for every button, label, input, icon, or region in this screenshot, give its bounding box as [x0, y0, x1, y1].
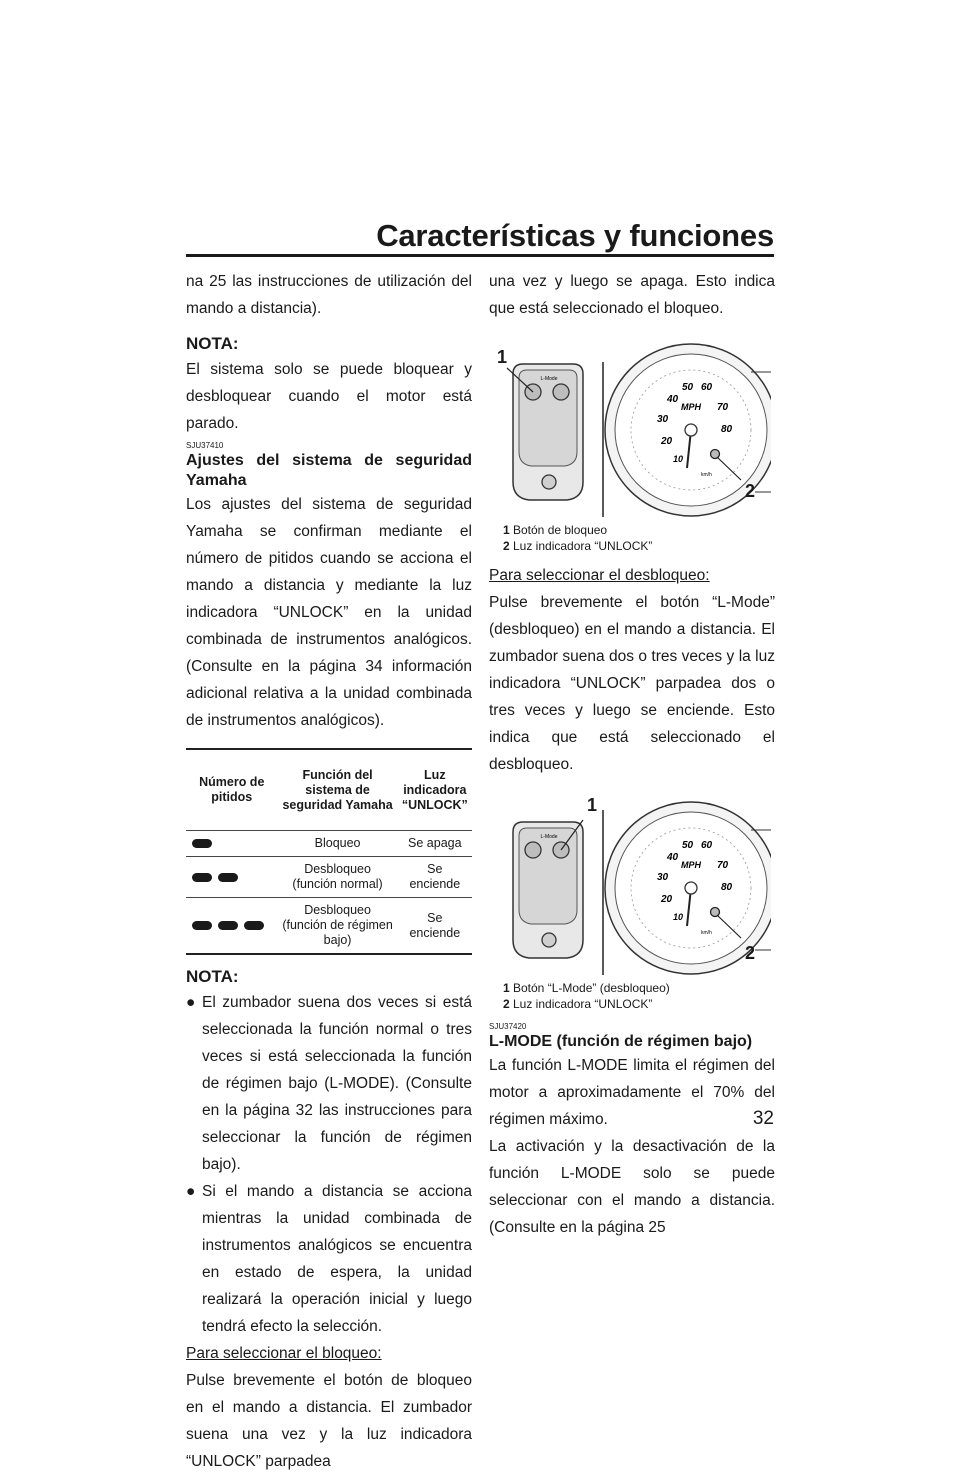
svg-text:10: 10 — [673, 454, 684, 464]
svg-text:L-Mode: L-Mode — [540, 376, 558, 382]
figure-unlock — [489, 790, 771, 980]
remote-control-icon — [513, 364, 583, 500]
section-title: Ajustes del sistema de seguridad Yamaha — [186, 452, 472, 489]
svg-text:MPH: MPH — [681, 402, 701, 412]
right-column — [489, 268, 775, 1241]
svg-text:MPH: MPH — [681, 860, 701, 870]
svg-text:40: 40 — [667, 394, 679, 405]
table-header-beeps: Número de pitidos — [186, 749, 278, 831]
section-code: SJU37410 — [186, 441, 224, 450]
table-cell-light: Se apaga — [398, 831, 472, 857]
figure-caption: 1 Botón de bloqueo — [503, 523, 608, 537]
intro-text: na 25 las instrucciones de utilización del mando a distancia). — [186, 273, 472, 317]
table-cell-light: Se enciende — [398, 898, 472, 955]
svg-text:60: 60 — [701, 840, 713, 851]
svg-text:80: 80 — [721, 882, 733, 893]
section-text: La función L-MODE limita el régimen del motor a aproximadamente el 70% del régimen máximo. — [489, 1057, 775, 1128]
svg-text:70: 70 — [717, 860, 729, 871]
svg-text:30: 30 — [657, 414, 669, 425]
nota-title: NOTA: — [186, 334, 239, 353]
table-header-function: Función del sistema de seguridad Yamaha — [278, 749, 398, 831]
nota-title: NOTA: — [186, 967, 239, 986]
figure-callout-2: 2 — [745, 943, 756, 963]
remote-and-gauge-illustration — [489, 790, 771, 980]
figure-callout-2: 2 — [745, 481, 756, 501]
figure-callout-1: 1 — [497, 347, 508, 367]
table-row — [186, 898, 472, 955]
section-text: Los ajustes del sistema de seguridad Yamaha se confirman mediante el número de pitidos cuando se acciona el mando a distancia y mediante la luz indicadora “UNLOCK” en la unidad combinada de instrumentos analógicos. (Consulte en la página 34 información adicional relativa a la unidad combinada de instrumentos analógicos). — [186, 496, 472, 729]
svg-text:80: 80 — [721, 424, 733, 435]
unlock-heading: Para seleccionar el desbloqueo: — [489, 567, 710, 584]
section-title: L-MODE (función de régimen bajo) — [489, 1033, 753, 1050]
page-header-title: Características y funciones — [376, 218, 774, 253]
svg-text:50: 50 — [682, 382, 694, 393]
left-column — [186, 268, 472, 1475]
table-cell-function: Desbloqueo (función normal) — [278, 857, 398, 898]
page-number: 32 — [752, 1108, 774, 1129]
bullet-item — [186, 1178, 472, 1340]
table-cell-light: Se enciende — [398, 857, 472, 898]
svg-text:30: 30 — [657, 872, 669, 883]
svg-text:50: 50 — [682, 840, 694, 851]
section-text: La activación y la desactivación de la función L-MODE solo se puede seleccionar con el mando a distancia. (Consulte en la página 25 — [489, 1138, 775, 1236]
section-code: SJU37420 — [489, 1022, 527, 1031]
nota-text: El sistema solo se puede bloquear y desbloquear cuando el motor está parado. — [186, 361, 472, 432]
unlock-text: Pulse brevemente el botón “L-Mode” (desbloqueo) en el mando a distancia. El zumbador suena dos o tres veces y la luz indicadora “UNLOCK” parpadea dos o tres veces y luego se enciende. Esto indica que está seleccionado el desbloqueo. — [489, 594, 775, 773]
figure-caption: 2 Luz indicadora “UNLOCK” — [503, 539, 653, 553]
figure-caption: 1 Botón “L-Mode” (desbloqueo) — [503, 981, 670, 995]
bullet-text: Si el mando a distancia se acciona mientras la unidad combinada de instrumentos analógicos se encuentra en estado de espera, la unidad realizará la operación inicial y luego tendrá efecto la selección. — [202, 1183, 472, 1335]
remote-control-icon — [513, 822, 583, 958]
beep-table — [186, 748, 472, 955]
bullet-item — [186, 989, 472, 1178]
table-header-light: Luz indicadora “UNLOCK” — [398, 749, 472, 831]
header-rule — [186, 254, 774, 257]
table-cell-function: Bloqueo — [278, 831, 398, 857]
svg-text:10: 10 — [673, 912, 684, 922]
bullet-text: El zumbador suena dos veces si está seleccionada la función normal o tres veces si está seleccionada la función de régimen bajo (L-MODE). (Consulte en la página 32 las instrucciones para seleccionar la función de régimen bajo). — [202, 994, 472, 1173]
svg-text:60: 60 — [701, 382, 713, 393]
remote-and-gauge-illustration — [489, 332, 771, 522]
bullet-dot-icon: ● — [186, 994, 196, 1011]
figure-lock — [489, 332, 771, 522]
beep-pattern-2 — [186, 857, 278, 898]
svg-text:km/h: km/h — [701, 472, 712, 478]
svg-text:20: 20 — [661, 894, 673, 905]
svg-text:20: 20 — [661, 436, 673, 447]
figure-caption: 2 Luz indicadora “UNLOCK” — [503, 997, 653, 1011]
svg-text:L-Mode: L-Mode — [540, 834, 558, 840]
table-row — [186, 857, 472, 898]
beep-pattern-3 — [186, 898, 278, 955]
figure-callout-1: 1 — [587, 795, 598, 815]
bullet-dot-icon: ● — [186, 1183, 196, 1200]
lock-heading: Para seleccionar el bloqueo: — [186, 1345, 382, 1362]
table-row — [186, 831, 472, 857]
svg-text:km/h: km/h — [701, 930, 712, 936]
svg-text:70: 70 — [717, 402, 729, 413]
table-cell-function: Desbloqueo (función de régimen bajo) — [278, 898, 398, 955]
lock-text-continued: una vez y luego se apaga. Esto indica que está seleccionado el bloqueo. — [489, 273, 775, 317]
svg-text:40: 40 — [667, 852, 679, 863]
beep-pattern-1 — [186, 831, 278, 857]
lock-text: Pulse brevemente el botón de bloqueo en el mando a distancia. El zumbador suena una vez y la luz indicadora “UNLOCK” parpadea — [186, 1372, 472, 1470]
